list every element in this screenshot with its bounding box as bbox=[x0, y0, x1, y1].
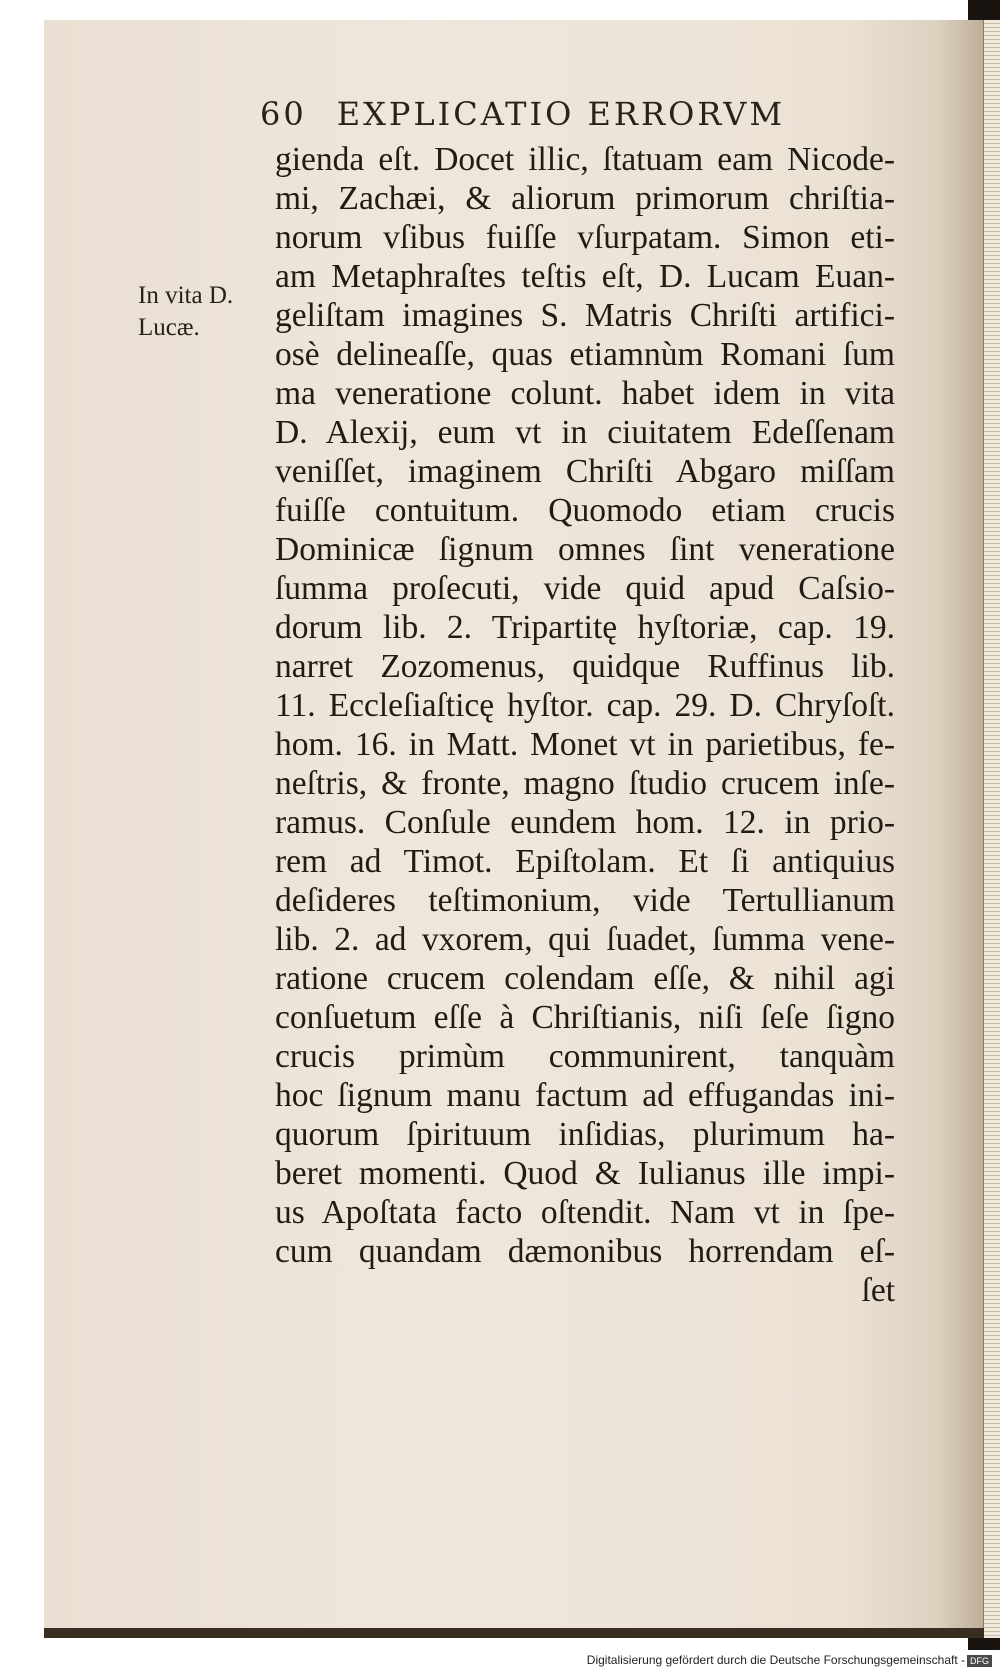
dfg-logo: DFG bbox=[967, 1655, 992, 1667]
text-line: us Apoſtata facto oſtendit. Nam vt in ſpe- bbox=[275, 1194, 895, 1231]
text-line: dorum lib. 2. Tripartitę hyſtoriæ, cap. 19. bbox=[275, 609, 895, 646]
text-line: beret momenti. Quod & Iulianus ille impi- bbox=[275, 1155, 895, 1192]
text-line: mi, Zachæi, & aliorum primorum chriſtia- bbox=[275, 180, 895, 217]
body-text bbox=[275, 140, 895, 1310]
page-number: 60 bbox=[260, 95, 307, 133]
text-line: fuiſſe contuitum. Quomodo etiam crucis bbox=[275, 492, 895, 529]
text-line: geliſtam imagines S. Matris Chriſti artifici- bbox=[275, 297, 895, 334]
text-line: 11. Eccleſiaſticę hyſtor. cap. 29. D. Chryſoſt. bbox=[275, 687, 895, 724]
text-line: deſideres teſtimonium, vide Tertullianum bbox=[275, 882, 895, 919]
text-line: ſet bbox=[861, 1272, 895, 1309]
text-line: Dominicæ ſignum omnes ſint veneratione bbox=[275, 531, 895, 568]
text-line: hoc ſignum manu factum ad effugandas ini- bbox=[275, 1077, 895, 1114]
marginal-note bbox=[138, 280, 268, 344]
page-bottom-edge bbox=[44, 1628, 984, 1638]
footer-credit bbox=[587, 1653, 992, 1667]
text-line: D. Alexij, eum vt in ciuitatem Edeſſenam bbox=[275, 414, 895, 451]
text-line: ma veneratione colunt. habet idem in vita bbox=[275, 375, 895, 412]
text-line: crucis primùm communirent, tanquàm bbox=[275, 1038, 895, 1075]
text-line: gienda eſt. Docet illic, ſtatuam eam Nicode- bbox=[275, 141, 895, 178]
text-line: neſtris, & fronte, magno ſtudio crucem inſe- bbox=[275, 765, 895, 802]
marginal-note-line: Lucæ. bbox=[138, 314, 200, 341]
text-line: narret Zozomenus, quidque Ruffinus lib. bbox=[275, 648, 895, 685]
text-line: hom. 16. in Matt. Monet vt in parietibus, fe- bbox=[275, 726, 895, 763]
scan-top-margin bbox=[0, 0, 1000, 12]
text-line: am Metaphraſtes teſtis eſt, D. Lucam Euan- bbox=[275, 258, 895, 295]
text-line: rem ad Timot. Epiſtolam. Et ſi antiquius bbox=[275, 843, 895, 880]
running-head bbox=[260, 95, 860, 133]
text-line: ſumma proſecuti, vide quid apud Caſsio- bbox=[275, 570, 895, 607]
text-line: ramus. Conſule eundem hom. 12. in prio- bbox=[275, 804, 895, 841]
text-line: lib. 2. ad vxorem, qui ſuadet, ſumma vene- bbox=[275, 921, 895, 958]
text-line: cum quandam dæmonibus horrendam eſ- bbox=[275, 1233, 895, 1270]
text-line: osè delineaſſe, quas etiamnùm Romani ſum bbox=[275, 336, 895, 373]
text-line: ratione crucem colendam eſſe, & nihil agi bbox=[275, 960, 895, 997]
text-line: conſuetum eſſe à Chriſtianis, niſi ſeſe ſigno bbox=[275, 999, 895, 1036]
marginal-note-line: In vita D. bbox=[138, 282, 234, 309]
text-line: veniſſet, imaginem Chriſti Abgaro miſſam bbox=[275, 453, 895, 490]
running-head-title: EXPLICATIO ERRORVM bbox=[336, 95, 786, 133]
footer-credit-text: Digitalisierung gefördert durch die Deutsche Forschungsgemeinschaft - bbox=[586, 1653, 965, 1667]
text-line: quorum ſpirituum inſidias, plurimum ha- bbox=[275, 1116, 895, 1153]
page-fore-edge bbox=[983, 20, 1000, 1638]
text-line: norum vſibus fuiſſe vſurpatam. Simon eti- bbox=[275, 219, 895, 256]
